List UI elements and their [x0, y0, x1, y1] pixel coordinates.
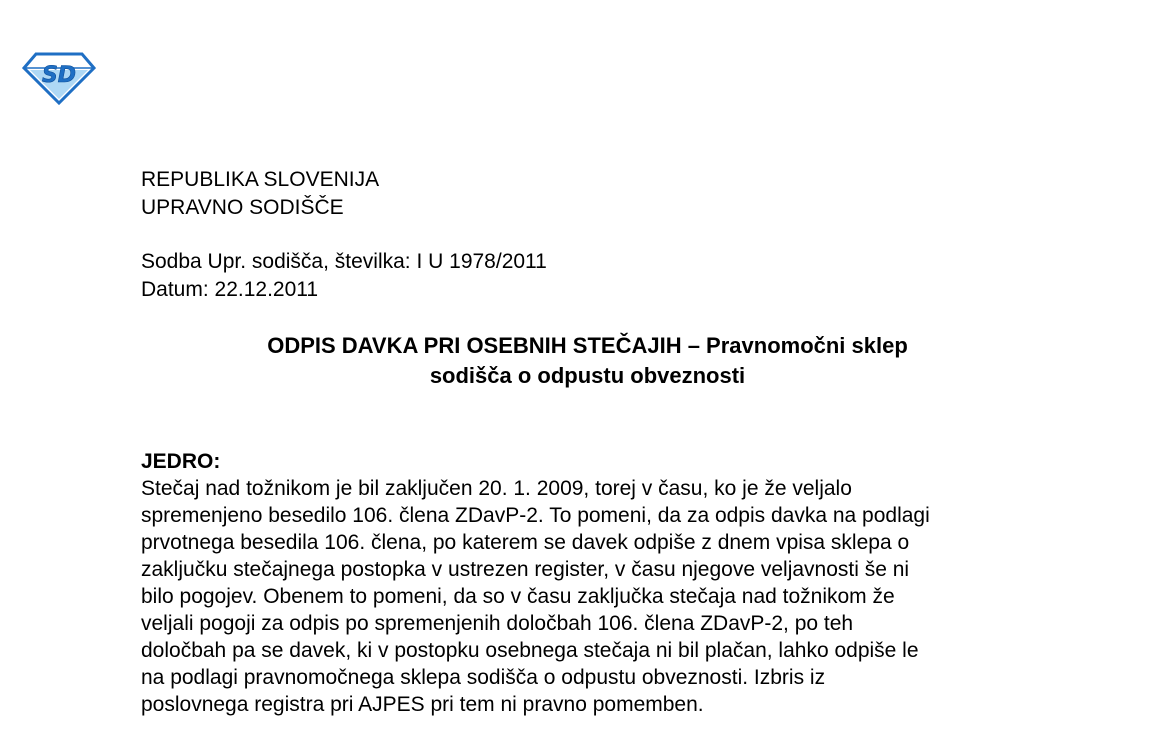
body-line: poslovnega registra pri AJPES pri tem ni pravno pomemben.: [141, 693, 704, 716]
body-line: določbah pa se davek, ki v postopku osebnega stečaja ni bil plačan, lahko odpiše le: [141, 639, 919, 662]
title-line-1: ODPIS DAVKA PRI OSEBNIH STEČAJIH – Pravnomočni sklep: [267, 333, 908, 358]
body-line: Stečaj nad tožnikom je bil zaključen 20. 1. 2009, torej v času, ko je že veljalo: [141, 477, 852, 500]
body-line: spremenjeno besedilo 106. člena ZDavP-2. To pomeni, da za odpis davka na podlagi: [141, 504, 930, 527]
ruling-number: Sodba Upr. sodišča, številka: I U 1978/2011: [141, 250, 547, 273]
section-heading: JEDRO:: [141, 450, 221, 473]
court-header: [141, 166, 379, 222]
body-line: veljali pogoji za odpis po spremenjenih določbah 106. člena ZDavP-2, po teh: [141, 612, 854, 635]
ruling-date: Datum: 22.12.2011: [141, 278, 319, 301]
body-line: zaključku stečajnega postopka v ustrezen register, v času njegove veljavnosti še ni: [141, 558, 910, 581]
ruling-meta: [141, 248, 547, 304]
court-name: UPRAVNO SODIŠČE: [141, 196, 344, 219]
sd-diamond-logo-icon: [22, 50, 96, 105]
title-line-2: sodišča o odpustu obveznosti: [429, 363, 746, 388]
country-name: REPUBLIKA SLOVENIJA: [141, 168, 380, 191]
sd-logo: [22, 50, 96, 105]
body-line: na podlagi pravnomočnega sklepa sodišča o odpustu obveznosti. Izbris iz: [141, 666, 826, 689]
document-title: [141, 331, 1034, 391]
body-line: prvotnega besedila 106. člena, po katerem se davek odpiše z dnem vpisa sklepa o: [141, 531, 910, 554]
body-line: bilo pogojev. Obenem to pomeni, da so v času zaključka stečaja nad tožnikom že: [141, 585, 895, 608]
section-body: [141, 475, 1034, 718]
logo-text: SD: [41, 63, 77, 88]
